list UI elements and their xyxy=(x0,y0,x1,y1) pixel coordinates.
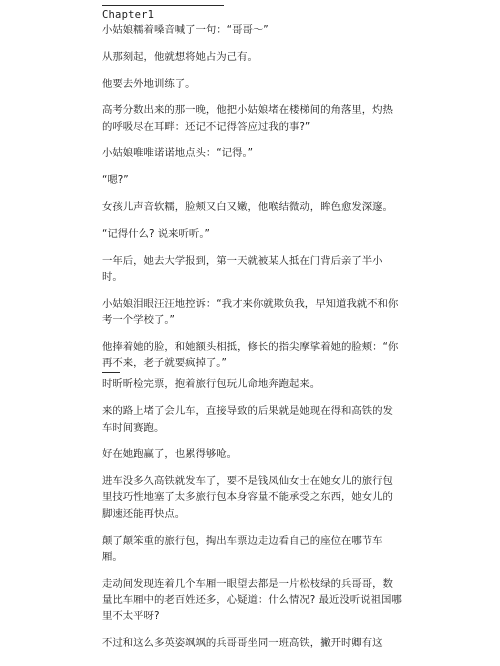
paragraph: 从那刻起，他就想将她占为己有。 xyxy=(102,50,258,63)
top-divider xyxy=(102,5,224,6)
paragraph: 一年后，她去大学报到，第一天就被某人抵在门背后亲了半小时。 xyxy=(102,254,383,283)
paragraph: 走动间发现连着几个车厢一眼望去都是一片松枝绿的兵哥哥，数量比车厢中的老百姓还多，心疑道：什么情况? 最近没听说祖国哪里不太平呀? xyxy=(102,577,402,623)
paragraph: 他要去外地训练了。 xyxy=(102,77,196,90)
paragraph: 颠了颠笨重的旅行包，掏出车票边走边看自己的座位在哪节车厢。 xyxy=(102,534,383,563)
paragraph: 不过和这么多英姿飒飒的兵哥哥坐同一班高铁，撇开时卿有这 xyxy=(102,637,383,650)
paragraph: 小姑娘糯着嗓音喊了一句：“哥哥～” xyxy=(102,24,269,36)
paragraph: 小姑娘唯唯诺诺地点头：“记得。” xyxy=(102,147,254,160)
paragraph: 进车没多久高铁就发车了，要不是钱凤仙女士在她女儿的旅行包里技巧性地塞了太多旅行包本身容量不能承受之东西，她女儿的脚速还能再快点。 xyxy=(102,475,393,520)
paragraph: 女孩儿声音软糯，脸颊又白又嫩，他喉结微动，眸色愈发深邃。 xyxy=(102,201,393,214)
paragraph: 高考分数出来的那一晚，他把小姑娘堵在楼梯间的角落里，灼热的呼吸尽在耳畔：还记不记得答应过我的事?” xyxy=(102,104,393,133)
paragraph: 好在她跑赢了，也累得够呛。 xyxy=(102,448,238,461)
document-page xyxy=(102,9,402,651)
paragraph: 来的路上堵了会儿车，直接导致的后果就是她现在得和高铁的发车时间赛跑。 xyxy=(102,405,393,434)
paragraph: 他捧着她的脸，和她额头相抵，修长的指尖摩挲着她的脸颊：“你再不来，老子就要疯掉了。” xyxy=(102,340,399,370)
chapter-title: Chapter1 xyxy=(102,9,155,21)
paragraph: “嗯?” xyxy=(102,174,129,187)
paragraph: “记得什么? 说来听听。” xyxy=(102,227,210,240)
section-divider xyxy=(102,372,120,373)
paragraph: 时昕昕检完票，抱着旅行包玩儿命地奔跑起来。 xyxy=(102,378,321,391)
paragraph: 小姑娘泪眼汪汪地控诉：“我才来你就欺负我，早知道我就不和你考一个学校了。” xyxy=(102,297,399,327)
